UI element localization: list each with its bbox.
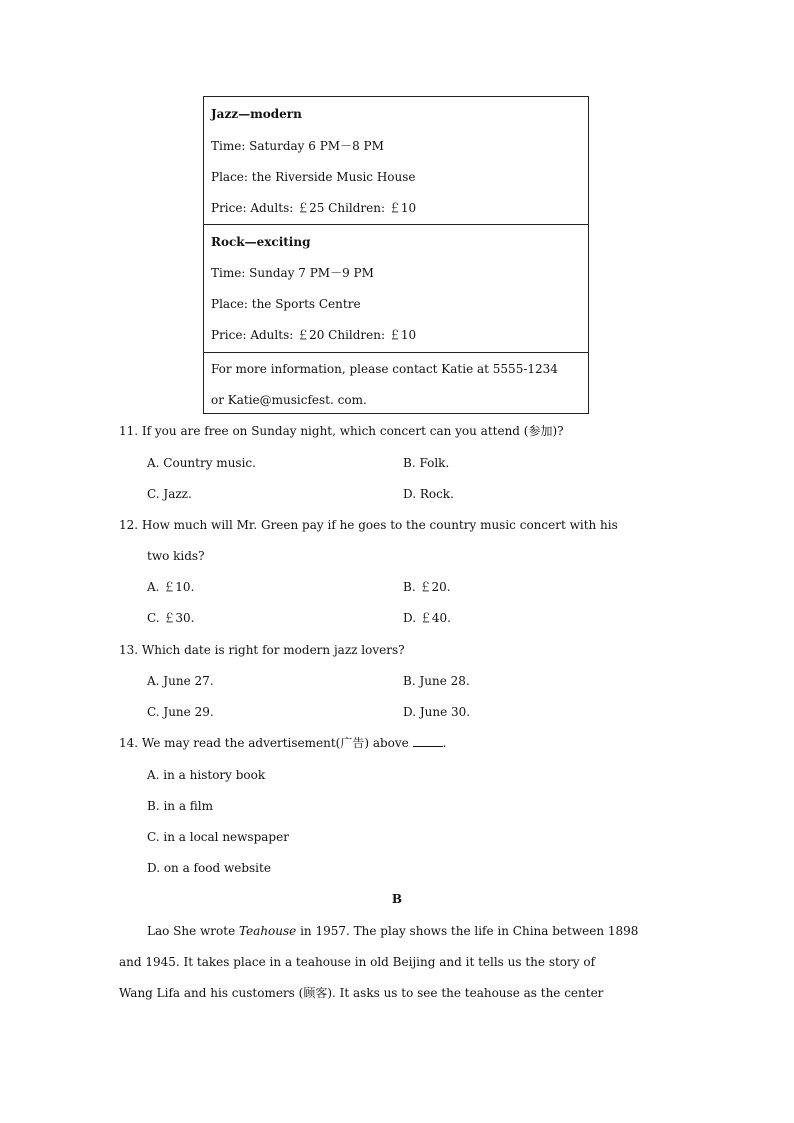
- question-13-stem: 13. Which date is right for modern jazz lovers?: [119, 643, 405, 657]
- jazz-price: Price: Adults: ￡25 Children: ￡10: [211, 201, 417, 215]
- question-14-stem-text: 14. We may read the advertisement(广告) above: [119, 736, 413, 750]
- rock-place: Place: the Sports Centre: [211, 297, 361, 311]
- question-13-option-c: C. June 29.: [147, 705, 214, 719]
- answer-blank: [413, 736, 443, 747]
- section-b-heading: B: [391, 892, 403, 906]
- jazz-title: Jazz—modern: [211, 107, 302, 121]
- contact-line-2: or Katie@musicfest. com.: [211, 393, 367, 407]
- contact-line-1: For more information, please contact Katie at 5555-1234: [211, 362, 558, 376]
- question-12-stem-continued: two kids?: [147, 549, 205, 563]
- contact-section: [204, 352, 588, 416]
- question-14-option-d: D. on a food website: [147, 861, 271, 875]
- question-13-option-d: D. June 30.: [403, 705, 471, 719]
- section-b-line-2: and 1945. It takes place in a teahouse in old Beijing and it tells us the story of: [119, 955, 596, 969]
- question-12-option-a: A. ￡10.: [147, 580, 195, 594]
- question-11-option-c: C. Jazz.: [147, 487, 192, 501]
- jazz-section: [204, 97, 588, 224]
- section-b-line-1: [147, 923, 638, 939]
- question-14-option-b: B. in a film: [147, 799, 214, 813]
- rock-title: Rock—exciting: [211, 235, 311, 249]
- question-11-option-d: D. Rock.: [403, 487, 454, 501]
- play-title: Teahouse: [239, 924, 297, 938]
- question-12-option-b: B. ￡20.: [403, 580, 451, 594]
- section-b-line-3: Wang Lifa and his customers (顾客). It asks us to see the teahouse as the center: [119, 986, 604, 1000]
- question-13-option-b: B. June 28.: [403, 674, 470, 688]
- line-1-start: Lao She wrote: [147, 924, 239, 938]
- question-14-option-a: A. in a history book: [147, 768, 266, 782]
- question-11-stem: 11. If you are free on Sunday night, which concert can you attend (参加)?: [119, 424, 564, 438]
- jazz-time: Time: Saturday 6 PM－8 PM: [211, 139, 384, 153]
- question-12-option-c: C. ￡30.: [147, 611, 195, 625]
- concert-ad-box: [203, 96, 589, 414]
- question-12-option-d: D. ￡40.: [403, 611, 451, 625]
- jazz-place: Place: the Riverside Music House: [211, 170, 416, 184]
- question-14-stem: [119, 735, 446, 751]
- question-11-option-a: A. Country music.: [147, 456, 256, 470]
- rock-section: [204, 224, 588, 353]
- rock-price: Price: Adults: ￡20 Children: ￡10: [211, 328, 417, 342]
- question-13-option-a: A. June 27.: [147, 674, 214, 688]
- question-14-stem-end: .: [442, 736, 447, 750]
- question-14-option-c: C. in a local newspaper: [147, 830, 289, 844]
- rock-time: Time: Sunday 7 PM－9 PM: [211, 266, 374, 280]
- question-12-stem: 12. How much will Mr. Green pay if he goes to the country music concert with his: [119, 518, 618, 532]
- line-1-end: in 1957. The play shows the life in China between 1898: [296, 924, 639, 938]
- question-11-option-b: B. Folk.: [403, 456, 450, 470]
